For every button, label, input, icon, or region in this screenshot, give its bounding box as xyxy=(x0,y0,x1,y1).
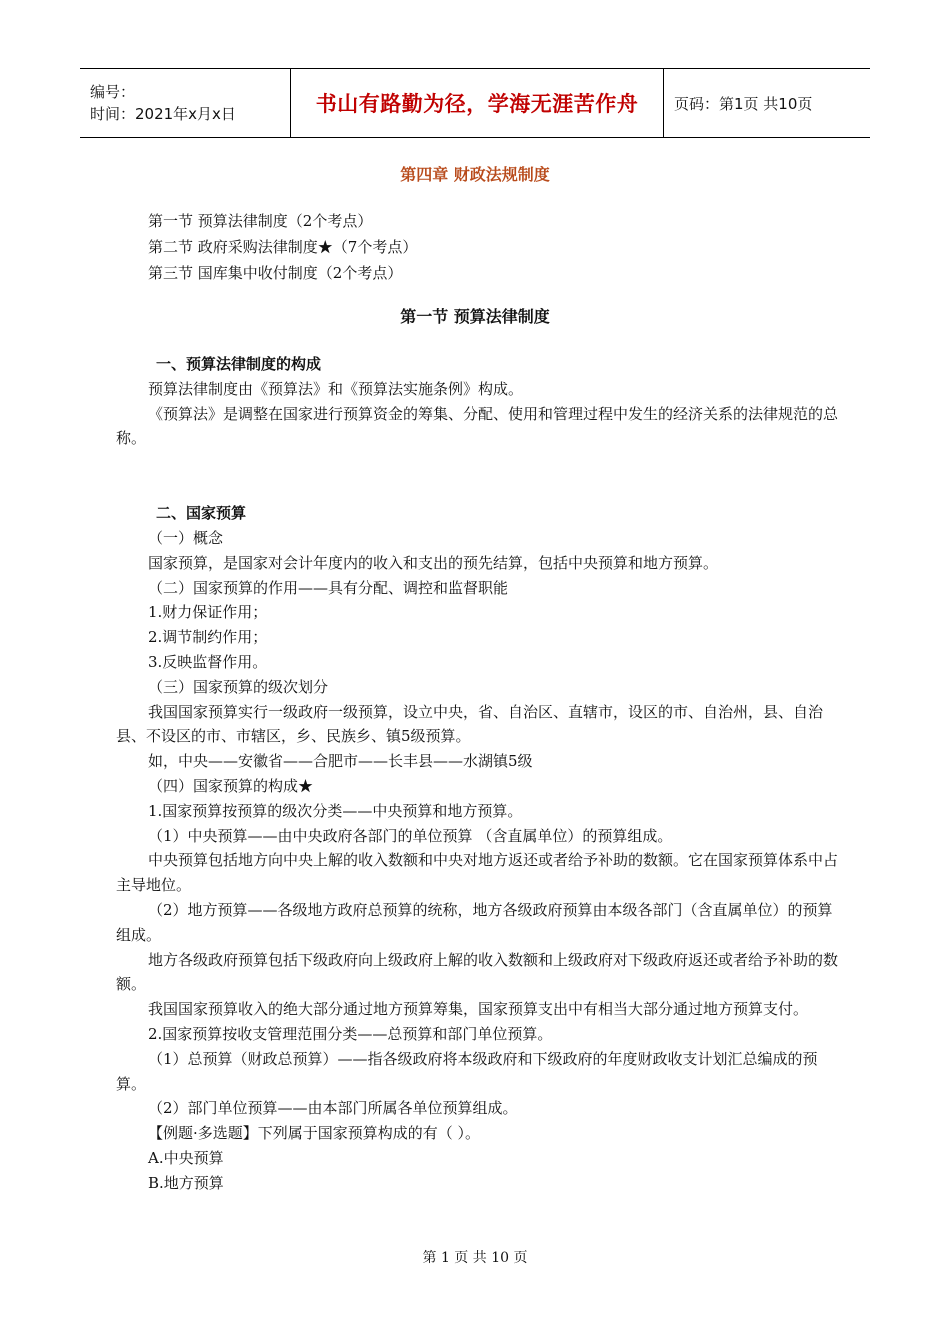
example-question: 【例题·多选题】下列属于国家预算构成的有（ ）。 xyxy=(148,1124,481,1143)
paragraph: （四）国家预算的构成★ xyxy=(148,776,314,795)
paragraph: 国家预算，是国家对会计年度内的收入和支出的预先结算，包括中央预算和地方预算。 xyxy=(148,553,719,572)
paragraph: 中央预算包括地方向中央上解的收入数额和中央对地方返还或者给予补助的数额。它在国家预算体系中占主导地位。 xyxy=(116,851,839,895)
paragraph: 3.反映监督作用。 xyxy=(148,652,268,671)
paragraph: （1）中央预算——由中央政府各部门的单位预算 （含直属单位）的预算组成。 xyxy=(148,826,673,845)
paragraph: 如，中央——安徽省——合肥市——长丰县——水湖镇5级 xyxy=(148,752,533,771)
paragraph: （2）部门单位预算——由本部门所属各单位预算组成。 xyxy=(148,1099,518,1118)
document-number-label: 编号： xyxy=(90,83,136,101)
page-footer: 第 1 页 共 10 页 xyxy=(422,1250,528,1266)
section-title: 第一节 预算法律制度 xyxy=(400,307,550,326)
paragraph: 1.财力保证作用； xyxy=(148,603,268,622)
paragraph: （三）国家预算的级次划分 xyxy=(148,677,329,696)
table-of-contents xyxy=(148,208,417,286)
paragraph: （2）地方预算——各级地方政府总预算的统称，地方各级政府预算由本级各部门（含直属单位）的预算组成。 xyxy=(116,900,833,944)
paragraph: 2.国家预算按收支管理范围分类——总预算和部门单位预算。 xyxy=(148,1024,553,1043)
header-motto: 书山有路勤为径，学海无涯苦作舟 xyxy=(291,69,664,137)
paragraph: 2.调节制约作用； xyxy=(148,628,268,647)
header-page-info: 页码：第1页 共10页 xyxy=(674,94,813,113)
chapter-title: 第四章 财政法规制度 xyxy=(400,165,550,184)
toc-item: 第二节 政府采购法律制度★（7个考点） xyxy=(148,238,418,256)
paragraph: 地方各级政府预算包括下级政府向上级政府上解的收入数额和上级政府对下级政府返还或者给予补助的数额。 xyxy=(116,950,839,994)
option-b: B.地方预算 xyxy=(148,1173,224,1192)
document-header xyxy=(80,68,870,138)
toc-item: 第三节 国库集中收付制度（2个考点） xyxy=(148,264,403,282)
option-a: A.中央预算 xyxy=(148,1148,224,1167)
heading: 一、预算法律制度的构成 xyxy=(156,355,322,373)
paragraph: 1.国家预算按预算的级次分类——中央预算和地方预算。 xyxy=(148,801,523,820)
paragraph: （1）总预算（财政总预算）——指各级政府将本级政府和下级政府的年度财政收支计划汇总编成的预算。 xyxy=(116,1049,818,1093)
paragraph: （二）国家预算的作用——具有分配、调控和监督职能 xyxy=(148,578,509,597)
paragraph: 我国国家预算实行一级政府一级预算，设立中央，省、自治区、直辖市，设区的市、自治州，县、自治县、不设区的市、市辖区，乡、民族乡、镇5级预算。 xyxy=(116,702,824,746)
document-date: 时间：2021年x月x日 xyxy=(90,105,236,123)
heading: 二、国家预算 xyxy=(156,504,247,523)
paragraph: （一）概念 xyxy=(148,528,224,547)
header-meta xyxy=(80,69,291,137)
toc-item: 第一节 预算法律制度（2个考点） xyxy=(148,212,373,230)
paragraph: 《预算法》是调整在国家进行预算资金的筹集、分配、使用和管理过程中发生的经济关系的法律规范的总称。 xyxy=(116,404,839,448)
paragraph: 我国国家预算收入的绝大部分通过地方预算筹集，国家预算支出中有相当大部分通过地方预算支付。 xyxy=(148,1000,809,1019)
document-body xyxy=(116,352,840,1196)
paragraph: 预算法律制度由《预算法》和《预算法实施条例》构成。 xyxy=(148,379,524,398)
